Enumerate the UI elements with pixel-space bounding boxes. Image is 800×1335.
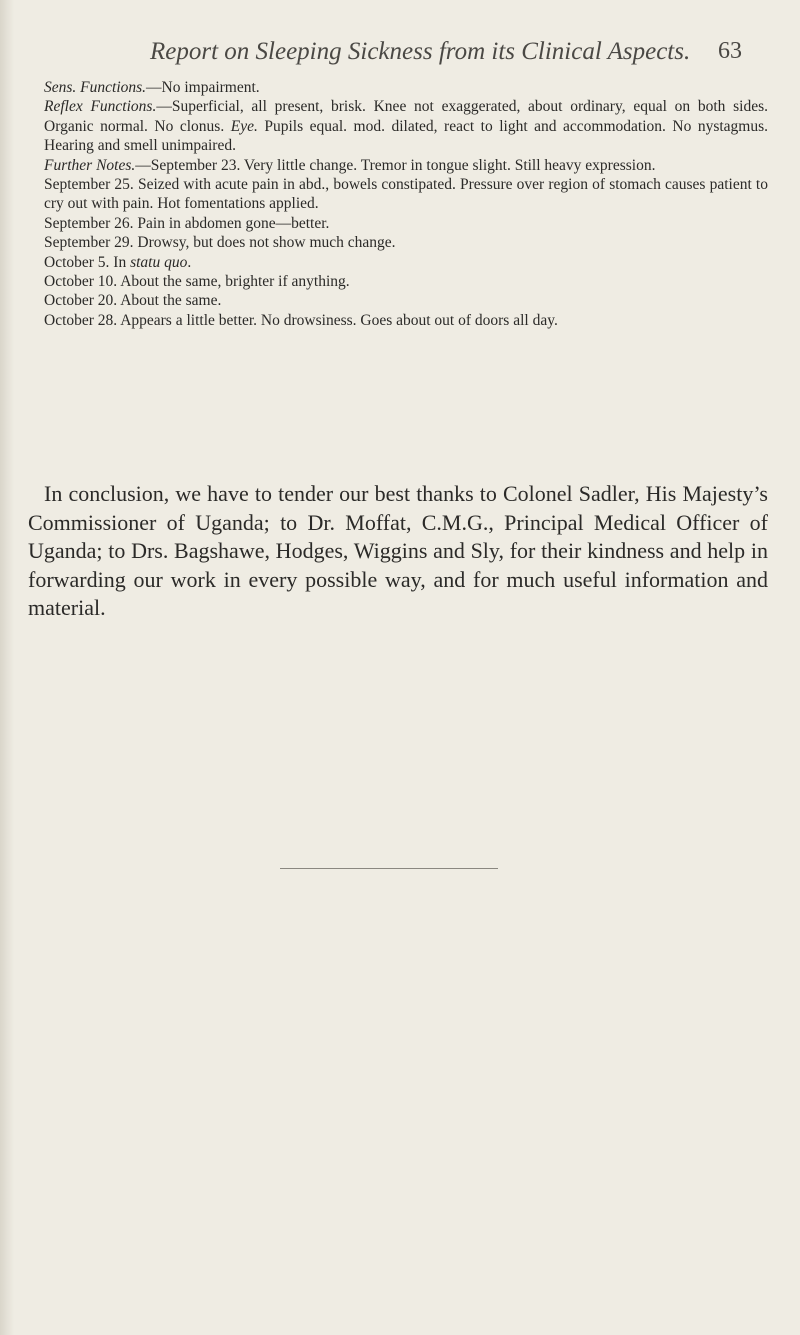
note-further-notes xyxy=(28,156,768,175)
running-head: Report on Sleeping Sickness from its Clinical Aspects. xyxy=(150,38,691,65)
note-entry: September 25. Seized with acute pain in abd., bowels constipated. Pressure over region of stomach causes patient to cry out with pain. Hot fomentations applied. xyxy=(44,176,768,213)
note-label-eye: Eye. xyxy=(230,117,258,135)
section-end-rule xyxy=(280,868,498,869)
note-text: October 5. In xyxy=(44,253,131,271)
note-text: —No impairment. xyxy=(146,79,260,96)
clinical-notes xyxy=(28,78,768,330)
note-text-after: . xyxy=(187,253,192,271)
note-text: —September 23. Very little change. Tremor in tongue slight. Still heavy expression. xyxy=(135,156,656,174)
note-text: —Superficial, all present, brisk. Knee not exaggerated, about ordinary, equal on both sides. Organic normal. No clonus. xyxy=(44,98,768,135)
note-entry: October 10. About the same, brighter if anything. xyxy=(44,273,350,291)
note-italic: statu quo xyxy=(130,253,188,271)
note-label: Sens. Functions. xyxy=(44,79,147,96)
note-text-eye: Pupils equal. mod. dilated, react to light and accommodation. No nystagmus. Hearing and smell unimpaired. xyxy=(44,117,769,155)
note-entry: October 20. About the same. xyxy=(44,292,222,310)
note-entry: October 28. Appears a little better. No drowsiness. Goes about out of doors all day. xyxy=(44,311,558,329)
page-number: 63 xyxy=(718,38,742,64)
note-sens-functions xyxy=(28,78,768,97)
note-entry xyxy=(28,253,768,272)
note-reflex-functions xyxy=(28,97,768,155)
note-entry: September 29. Drowsy, but does not show much change. xyxy=(44,234,396,252)
note-label: Reflex Functions. xyxy=(44,98,157,116)
conclusion-paragraph: In conclusion, we have to tender our best thanks to Colonel Sadler, His Majesty’s Commissioner of Uganda; to Dr. Moffat, C.M.G., Principal Medical Officer of Uganda; to Drs. Bagshawe, Hodges, Wiggins and Sly, for their kindness and help in forwarding our work in every possible way, and for much useful information and material. xyxy=(28,481,768,620)
note-label: Further Notes. xyxy=(44,156,136,174)
note-entry: September 26. Pain in abdomen gone—better. xyxy=(44,214,330,232)
